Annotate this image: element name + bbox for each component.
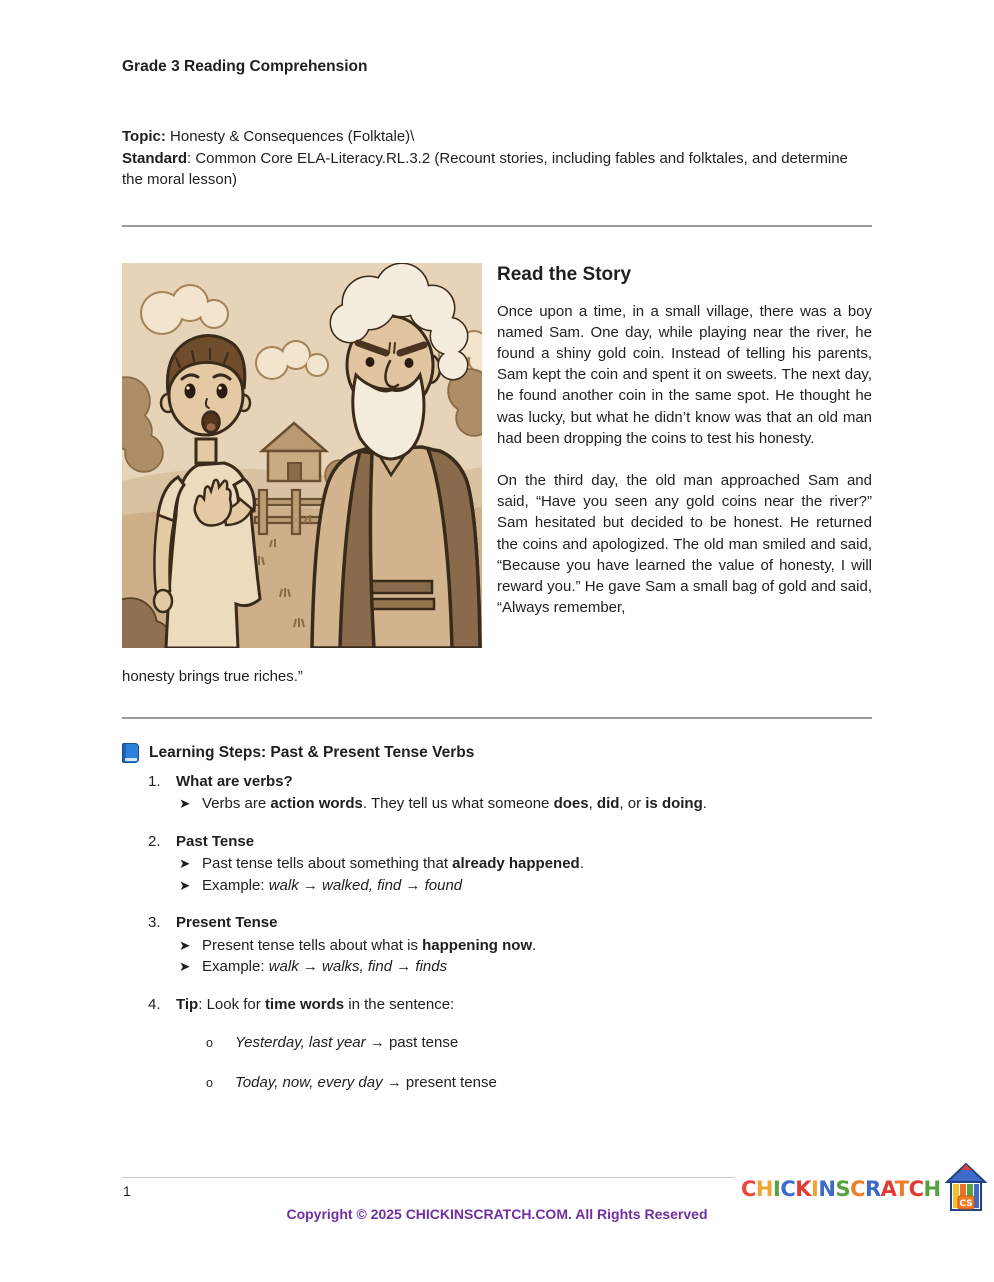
step-title-row	[122, 912, 872, 934]
learning-steps-heading: Learning Steps: Past & Present Tense Verbs	[149, 743, 475, 761]
step-detail-text: Example: walk → walks, find → finds	[202, 958, 448, 976]
circle-bullet-icon: o	[206, 1036, 213, 1051]
step-number: 1.	[148, 772, 161, 790]
step-title: Past Tense	[176, 832, 255, 850]
step-number: 2.	[148, 832, 161, 850]
svg-text:CS: CS	[958, 1199, 973, 1209]
topic-line: Topic: Honesty & Consequences (Folktale)\	[122, 128, 415, 145]
arrow-bullet-icon: ➤	[179, 856, 191, 872]
footer-divider	[122, 1177, 735, 1178]
logo-text: CHICKINSCRATCH	[741, 1177, 941, 1201]
step-number: 3.	[148, 914, 161, 932]
story-paragraph-1: Once upon a time, in a small village, there was a boy named Sam. One day, while playing near the river, he found a shiny gold coin. Instead of telling his parents, Sam kept the coin and spent it on sweets. The next day, he found another coin in the same spot. He thought he was lucky, but what he didn’t know was that an old man had been dropping the coins to test his honesty.	[497, 302, 872, 447]
worksheet-page	[122, 0, 872, 1110]
step-sub-bullet-text: Today, now, every day → present tense	[235, 1073, 497, 1091]
story-section	[122, 263, 872, 687]
boy-and-old-man-illustration	[122, 263, 482, 648]
meta-block	[122, 126, 872, 191]
step-detail-line	[122, 793, 872, 815]
story-paragraph-2: On the third day, the old man approached Sam and said, “Have you seen any gold coins near the river?” Sam hesitated but decided to be honest. He returned the coins and apologized. The old man smiled and said, “Because you have learned the value of honesty, I will reward you.” He gave Sam a small bag of gold and said, “Always remember,	[497, 471, 872, 617]
learning-step-item	[122, 994, 872, 1095]
step-title: What are verbs?	[176, 772, 293, 790]
arrow-bullet-icon: ➤	[179, 796, 191, 812]
circle-bullet-icon: o	[206, 1075, 213, 1090]
step-title-row	[122, 994, 872, 1016]
learning-step-item	[122, 912, 872, 978]
step-sub-bullet-text: Yesterday, last year → past tense	[235, 1034, 459, 1052]
step-detail-line	[122, 853, 872, 875]
section-divider	[122, 717, 872, 719]
standard-line: Standard: Common Core ELA-Literacy.RL.3.2 (Recount stories, including fables and folktales, and determine the moral lesson)	[122, 149, 848, 188]
step-title: Present Tense	[176, 914, 278, 932]
step-title-row	[122, 831, 872, 853]
page-title: Grade 3 Reading Comprehension	[122, 58, 368, 75]
copyright-text: Copyright © 2025 CHICKINSCRATCH.COM. All Rights Reserved	[286, 1206, 708, 1222]
step-title-row	[122, 771, 872, 793]
learning-steps-list	[122, 771, 872, 1095]
arrow-bullet-icon: ➤	[179, 877, 191, 893]
section-divider	[122, 225, 872, 227]
step-detail-text: Verbs are action words. They tell us what someone does, did, or is doing.	[202, 795, 707, 813]
pencil-house-icon	[944, 1163, 988, 1218]
step-detail-line	[122, 875, 872, 897]
step-number: 4.	[148, 995, 161, 1013]
step-sub-bullet-line	[122, 1072, 872, 1095]
step-detail-text: Example: walk → walked, find → found	[202, 876, 463, 894]
learning-step-item	[122, 831, 872, 897]
story-illustration	[122, 263, 482, 648]
arrow-bullet-icon: ➤	[179, 959, 191, 975]
page-number: 1	[123, 1183, 131, 1199]
step-detail-line	[122, 956, 872, 978]
story-paragraph-2-continued: honesty brings true riches.”	[122, 667, 303, 685]
story-heading: Read the Story	[497, 263, 632, 285]
step-detail-line	[122, 935, 872, 957]
step-title: Tip: Look for time words in the sentence:	[176, 995, 455, 1013]
step-detail-text: Present tense tells about what is happening now.	[202, 936, 537, 954]
step-sub-bullet-line	[122, 1032, 872, 1055]
learning-step-item	[122, 771, 872, 815]
blue-book-icon	[122, 743, 139, 763]
arrow-bullet-icon: ➤	[179, 937, 191, 953]
learning-steps-section	[122, 743, 872, 1095]
learning-steps-heading-row	[122, 743, 872, 763]
step-detail-text: Past tense tells about something that already happened.	[202, 855, 584, 873]
